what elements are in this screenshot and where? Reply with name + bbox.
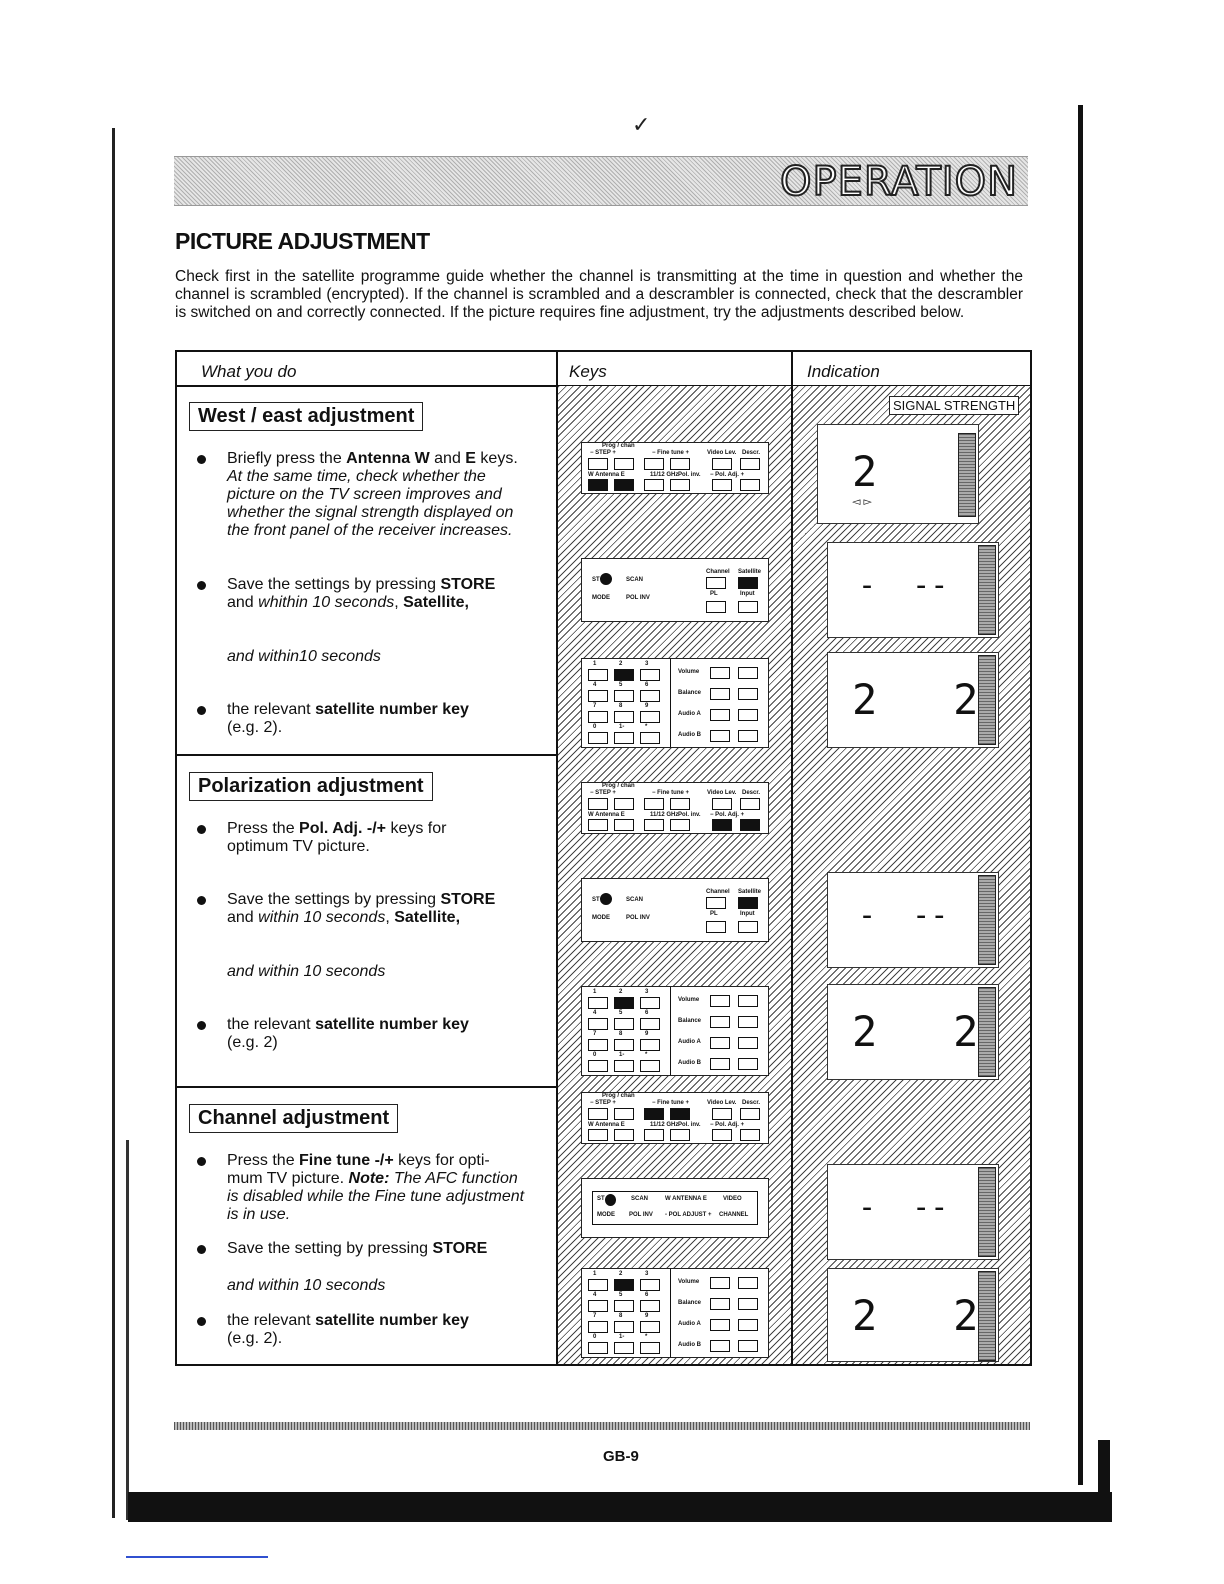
number-key[interactable] [640, 711, 660, 723]
pol-adj-minus-key[interactable] [712, 819, 732, 831]
video-level-key[interactable] [712, 458, 732, 470]
numpad-label: * [645, 724, 648, 730]
numpad-label: 2 [619, 1271, 623, 1277]
front-panel-display [817, 424, 979, 524]
display-dashes: - -- [858, 568, 949, 603]
pol-inv-key[interactable] [670, 819, 690, 831]
pol-adj-plus-key[interactable] [740, 1129, 760, 1141]
numpad-label: 2 [619, 661, 623, 667]
antenna-w-key[interactable] [588, 1129, 608, 1141]
number-key[interactable] [588, 690, 608, 702]
balance-plus-key[interactable] [738, 1016, 758, 1028]
side-label: Audio A [678, 1321, 701, 1327]
fine-tune-plus-key[interactable] [670, 798, 690, 810]
numpad-label: 1 [593, 989, 597, 995]
numpad-label: 7 [593, 1031, 597, 1037]
level-meter [978, 875, 996, 965]
step-minus-key[interactable] [588, 798, 608, 810]
level-meter [978, 1271, 996, 1361]
number-key[interactable] [640, 690, 660, 702]
bullet-icon [197, 1317, 206, 1326]
input-key[interactable] [738, 601, 758, 613]
pol-adj-plus-key[interactable] [740, 819, 760, 831]
numpad-label: 6 [645, 682, 649, 688]
timing-note: and within 10 seconds [227, 1277, 386, 1294]
key-panel-numpad [581, 986, 769, 1076]
video-level-key[interactable] [712, 798, 732, 810]
audioa-plus-key[interactable] [738, 709, 758, 721]
numpad-label: 1- [619, 1052, 625, 1058]
antenna-e-key[interactable] [614, 479, 634, 491]
numpad-label: 7 [593, 1313, 597, 1319]
audiob-minus-key[interactable] [710, 1340, 730, 1352]
volume-minus-key[interactable] [710, 667, 730, 679]
key-panel-top-row: Prog / chan − STEP + − Fine tune + Video Lev. Descr. W Antenna E 11/12 GHz Pol. inv. − Pol. Adj. + [581, 782, 769, 834]
side-label: Audio B [678, 1342, 701, 1348]
step-satellite-number: the relevant satellite number key (e.g. 2). [197, 701, 527, 741]
front-panel-display [827, 872, 999, 968]
number-key[interactable] [614, 1039, 634, 1051]
side-label: Balance [678, 1018, 702, 1024]
volume-plus-key[interactable] [738, 995, 758, 1007]
numpad-divider [670, 987, 671, 1075]
level-meter [978, 987, 996, 1077]
satellite-key[interactable] [738, 897, 758, 909]
audiob-minus-key[interactable] [710, 1058, 730, 1070]
numpad-label: 3 [645, 989, 649, 995]
numpad-divider [670, 659, 671, 747]
bullet-icon [197, 1157, 206, 1166]
balance-plus-key[interactable] [738, 1298, 758, 1310]
level-meter [978, 1167, 996, 1257]
pol-inv-key[interactable] [670, 479, 690, 491]
step-pol-adj-keys: Press the Pol. Adj. -/+ keys for optimum TV picture. [197, 820, 527, 860]
numpad-label: 5 [619, 1292, 623, 1298]
timing-note: and within 10 seconds [227, 963, 386, 980]
key-panel-store: ST SCAN MODE POL INV Channel Satellite PL Input [581, 558, 769, 622]
numpad-label: 4 [593, 1292, 597, 1298]
bullet-icon [197, 581, 206, 590]
pl-key[interactable] [706, 921, 726, 933]
numpad-label: 3 [645, 1271, 649, 1277]
side-label: Audio B [678, 732, 701, 738]
side-label: Audio A [678, 1039, 701, 1045]
front-panel-display [827, 1164, 999, 1260]
number-key[interactable] [640, 1039, 660, 1051]
antenna-w-key[interactable] [588, 819, 608, 831]
number-key[interactable] [640, 732, 660, 744]
banner-title: OPERATION [780, 159, 1018, 205]
number-key[interactable] [614, 1342, 634, 1354]
audioa-plus-key[interactable] [738, 1319, 758, 1331]
bullet-icon [197, 1245, 206, 1254]
display-dashes: - -- [858, 1190, 949, 1225]
display-digit: 2 [852, 447, 878, 496]
numpad-label: 2 [619, 989, 623, 995]
signal-strength-meter [958, 433, 976, 517]
numpad-label: * [645, 1334, 648, 1340]
number-key[interactable] [614, 711, 634, 723]
step-satellite-number: the relevant satellite number key (e.g. 2) [197, 1016, 527, 1056]
key-panel-numpad [581, 658, 769, 748]
numpad-label: 0 [593, 724, 597, 730]
number-key[interactable] [614, 997, 634, 1009]
numpad-label: 7 [593, 703, 597, 709]
number-key[interactable] [588, 1342, 608, 1354]
column-header-what: What you do [201, 362, 297, 381]
audiob-plus-key[interactable] [738, 1058, 758, 1070]
step-minus-key[interactable] [588, 1108, 608, 1120]
number-key[interactable] [588, 669, 608, 681]
audiob-minus-key[interactable] [710, 730, 730, 742]
numpad-divider [670, 1269, 671, 1357]
balance-minus-key[interactable] [710, 1298, 730, 1310]
number-key[interactable] [640, 1279, 660, 1291]
numpad-label: 8 [619, 1313, 623, 1319]
balance-minus-key[interactable] [710, 688, 730, 700]
fine-tune-plus-key[interactable] [670, 1108, 690, 1120]
numpad-label: 0 [593, 1334, 597, 1340]
display-digits: 2 2 [852, 1291, 979, 1340]
number-key[interactable] [614, 1060, 634, 1072]
pol-adj-minus-key[interactable] [712, 479, 732, 491]
bullet-icon [197, 1021, 206, 1030]
side-label: Audio A [678, 711, 701, 717]
store-key[interactable] [605, 1194, 616, 1206]
side-label: Balance [678, 1300, 702, 1306]
balance-minus-key[interactable] [710, 1016, 730, 1028]
descrambler-key[interactable] [740, 798, 760, 810]
section-title-polarization: Polarization adjustment [189, 772, 433, 801]
number-key[interactable] [614, 1279, 634, 1291]
step-store: Save the settings by pressing STORE and whithin 10 seconds, Satellite, [197, 576, 527, 616]
number-key[interactable] [640, 1342, 660, 1354]
audioa-minus-key[interactable] [710, 709, 730, 721]
pol-adj-plus-key[interactable] [740, 479, 760, 491]
numpad-label: 6 [645, 1010, 649, 1016]
number-key[interactable] [588, 1279, 608, 1291]
volume-minus-key[interactable] [710, 995, 730, 1007]
level-meter [978, 545, 996, 635]
band-key[interactable] [644, 1129, 664, 1141]
numpad-label: 9 [645, 1031, 649, 1037]
step-minus-key[interactable] [588, 458, 608, 470]
step-antenna-keys: Briefly press the Antenna W and E keys. At the same time, check whether the picture on the TV screen improves and whether the signal strength displayed on the front panel of the receiver increases. [197, 450, 527, 550]
scan-edge-left-lower [126, 1140, 129, 1520]
operation-banner [174, 156, 1028, 206]
numpad-label: 1- [619, 724, 625, 730]
number-key[interactable] [640, 1060, 660, 1072]
store-strip-frame: ST SCAN W ANTENNA E VIDEO MODE POL INV - POL ADJUST + CHANNEL [592, 1191, 758, 1225]
step-satellite-number: the relevant satellite number key (e.g. 2). [197, 1312, 527, 1352]
band-key[interactable] [644, 819, 664, 831]
audioa-plus-key[interactable] [738, 1037, 758, 1049]
pol-adj-minus-key[interactable] [712, 1129, 732, 1141]
descrambler-key[interactable] [740, 458, 760, 470]
audiob-plus-key[interactable] [738, 730, 758, 742]
side-label: Audio B [678, 1060, 701, 1066]
section-title-channel: Channel adjustment [189, 1104, 398, 1133]
bullet-icon [197, 896, 206, 905]
step-store: Save the setting by pressing STORE [197, 1240, 527, 1260]
number-key[interactable] [614, 669, 634, 681]
satellite-key[interactable] [738, 577, 758, 589]
scan-edge-left [112, 128, 115, 1518]
audioa-minus-key[interactable] [710, 1319, 730, 1331]
key-panel-numpad [581, 1268, 769, 1358]
scan-blue-line [126, 1556, 268, 1558]
numpad-label: 8 [619, 1031, 623, 1037]
step-fine-tune-keys: Press the Fine tune -/+ keys for opti- mum TV picture. Note: The AFC function is disabled while the Fine tune adjustment is in use. [197, 1152, 527, 1232]
numpad-label: 0 [593, 1052, 597, 1058]
number-key[interactable] [640, 1018, 660, 1030]
number-key[interactable] [640, 997, 660, 1009]
front-panel-display [827, 1268, 999, 1362]
number-key[interactable] [588, 1018, 608, 1030]
channel-key[interactable] [706, 897, 726, 909]
display-dashes: - -- [858, 898, 949, 933]
display-arrows: ◅ ▻ [852, 496, 872, 508]
numpad-label: 5 [619, 1010, 623, 1016]
front-panel-display [827, 542, 999, 638]
key-panel-top-row: Prog / chan − STEP + − Fine tune + Video Lev. Descr. W Antenna E 11/12 GHz Pol. inv. − Pol. Adj. + [581, 1092, 769, 1144]
numpad-label: 1 [593, 1271, 597, 1277]
number-key[interactable] [588, 997, 608, 1009]
column-header-keys: Keys [569, 362, 607, 381]
fine-tune-minus-key[interactable] [644, 1108, 664, 1120]
audiob-plus-key[interactable] [738, 1340, 758, 1352]
number-key[interactable] [614, 1300, 634, 1312]
number-key[interactable] [614, 690, 634, 702]
step-plus-key[interactable] [614, 798, 634, 810]
pl-key[interactable] [706, 601, 726, 613]
numpad-label: 1 [593, 661, 597, 667]
fine-tune-minus-key[interactable] [644, 798, 664, 810]
number-key[interactable] [588, 732, 608, 744]
input-key[interactable] [738, 921, 758, 933]
number-key[interactable] [640, 1321, 660, 1333]
store-key[interactable] [600, 573, 612, 585]
timing-note: and within10 seconds [227, 648, 381, 665]
balance-plus-key[interactable] [738, 688, 758, 700]
section-title-west-east: West / east adjustment [189, 402, 423, 431]
number-key[interactable] [614, 732, 634, 744]
antenna-e-key[interactable] [614, 819, 634, 831]
bullet-icon [197, 706, 206, 715]
volume-plus-key[interactable] [738, 667, 758, 679]
numpad-label: 4 [593, 1010, 597, 1016]
key-panel-store-strip [581, 1178, 769, 1238]
display-digits: 2 2 [852, 675, 979, 724]
bullet-icon [197, 455, 206, 464]
signal-strength-label: SIGNAL STRENGTH [889, 396, 1019, 415]
front-panel-display [827, 652, 999, 748]
front-panel-display [827, 984, 999, 1080]
display-digits: 2 2 [852, 1007, 979, 1056]
numpad-label: 1- [619, 1334, 625, 1340]
number-key[interactable] [588, 1321, 608, 1333]
numpad-label: 9 [645, 703, 649, 709]
video-level-key[interactable] [712, 1108, 732, 1120]
key-panel-store: ST SCAN MODE POL INV Channel Satellite PL Input [581, 878, 769, 942]
scan-mark: ✓ [632, 112, 651, 137]
numpad-label: 3 [645, 661, 649, 667]
step-plus-key[interactable] [614, 458, 634, 470]
numpad-label: 6 [645, 1292, 649, 1298]
antenna-e-key[interactable] [614, 1129, 634, 1141]
level-meter [978, 655, 996, 745]
column-header-indication: Indication [807, 362, 880, 381]
band-key[interactable] [644, 479, 664, 491]
store-key[interactable] [600, 893, 612, 905]
scan-bottom-bar [128, 1492, 1112, 1522]
side-label: Volume [678, 997, 700, 1003]
side-label: Volume [678, 1279, 700, 1285]
audioa-minus-key[interactable] [710, 1037, 730, 1049]
numpad-label: 4 [593, 682, 597, 688]
step-store: Save the settings by pressing STORE and within 10 seconds, Satellite, [197, 891, 527, 931]
side-label: Volume [678, 669, 700, 675]
number-key[interactable] [588, 1300, 608, 1312]
channel-key[interactable] [706, 577, 726, 589]
footer-rule [174, 1422, 1030, 1430]
number-key[interactable] [588, 1060, 608, 1072]
numpad-label: * [645, 1052, 648, 1058]
numpad-label: 8 [619, 703, 623, 709]
number-key[interactable] [614, 1321, 634, 1333]
side-label: Balance [678, 690, 702, 696]
scan-edge-right [1078, 105, 1083, 1485]
fine-tune-minus-key[interactable] [644, 458, 664, 470]
number-key[interactable] [640, 1300, 660, 1312]
number-key[interactable] [614, 1018, 634, 1030]
step-plus-key[interactable] [614, 1108, 634, 1120]
page-title: PICTURE ADJUSTMENT [175, 228, 430, 254]
volume-minus-key[interactable] [710, 1277, 730, 1289]
numpad-label: 9 [645, 1313, 649, 1319]
descrambler-key[interactable] [740, 1108, 760, 1120]
number-key[interactable] [640, 669, 660, 681]
bullet-icon [197, 825, 206, 834]
antenna-w-key[interactable] [588, 479, 608, 491]
adjustment-table [175, 350, 1032, 1366]
numpad-label: 5 [619, 682, 623, 688]
number-key[interactable] [588, 711, 608, 723]
key-panel-top-row: Prog / chan − STEP + − Fine tune + Video Lev. Descr. W Antenna E 11/12 GHz Pol. inv. − Pol. Adj. + [581, 442, 769, 494]
page-number: GB-9 [603, 1448, 639, 1465]
fine-tune-plus-key[interactable] [670, 458, 690, 470]
pol-inv-key[interactable] [670, 1129, 690, 1141]
volume-plus-key[interactable] [738, 1277, 758, 1289]
number-key[interactable] [588, 1039, 608, 1051]
intro-paragraph: Check first in the satellite programme guide whether the channel is transmitting at the time in question and whether the channel is scrambled (encrypted). If the channel is scrambled and a descrambler is connected, check that the descrambler is switched on and correctly connected. If the picture requires fine adjustment, try the adjustments described below. [175, 268, 1023, 321]
